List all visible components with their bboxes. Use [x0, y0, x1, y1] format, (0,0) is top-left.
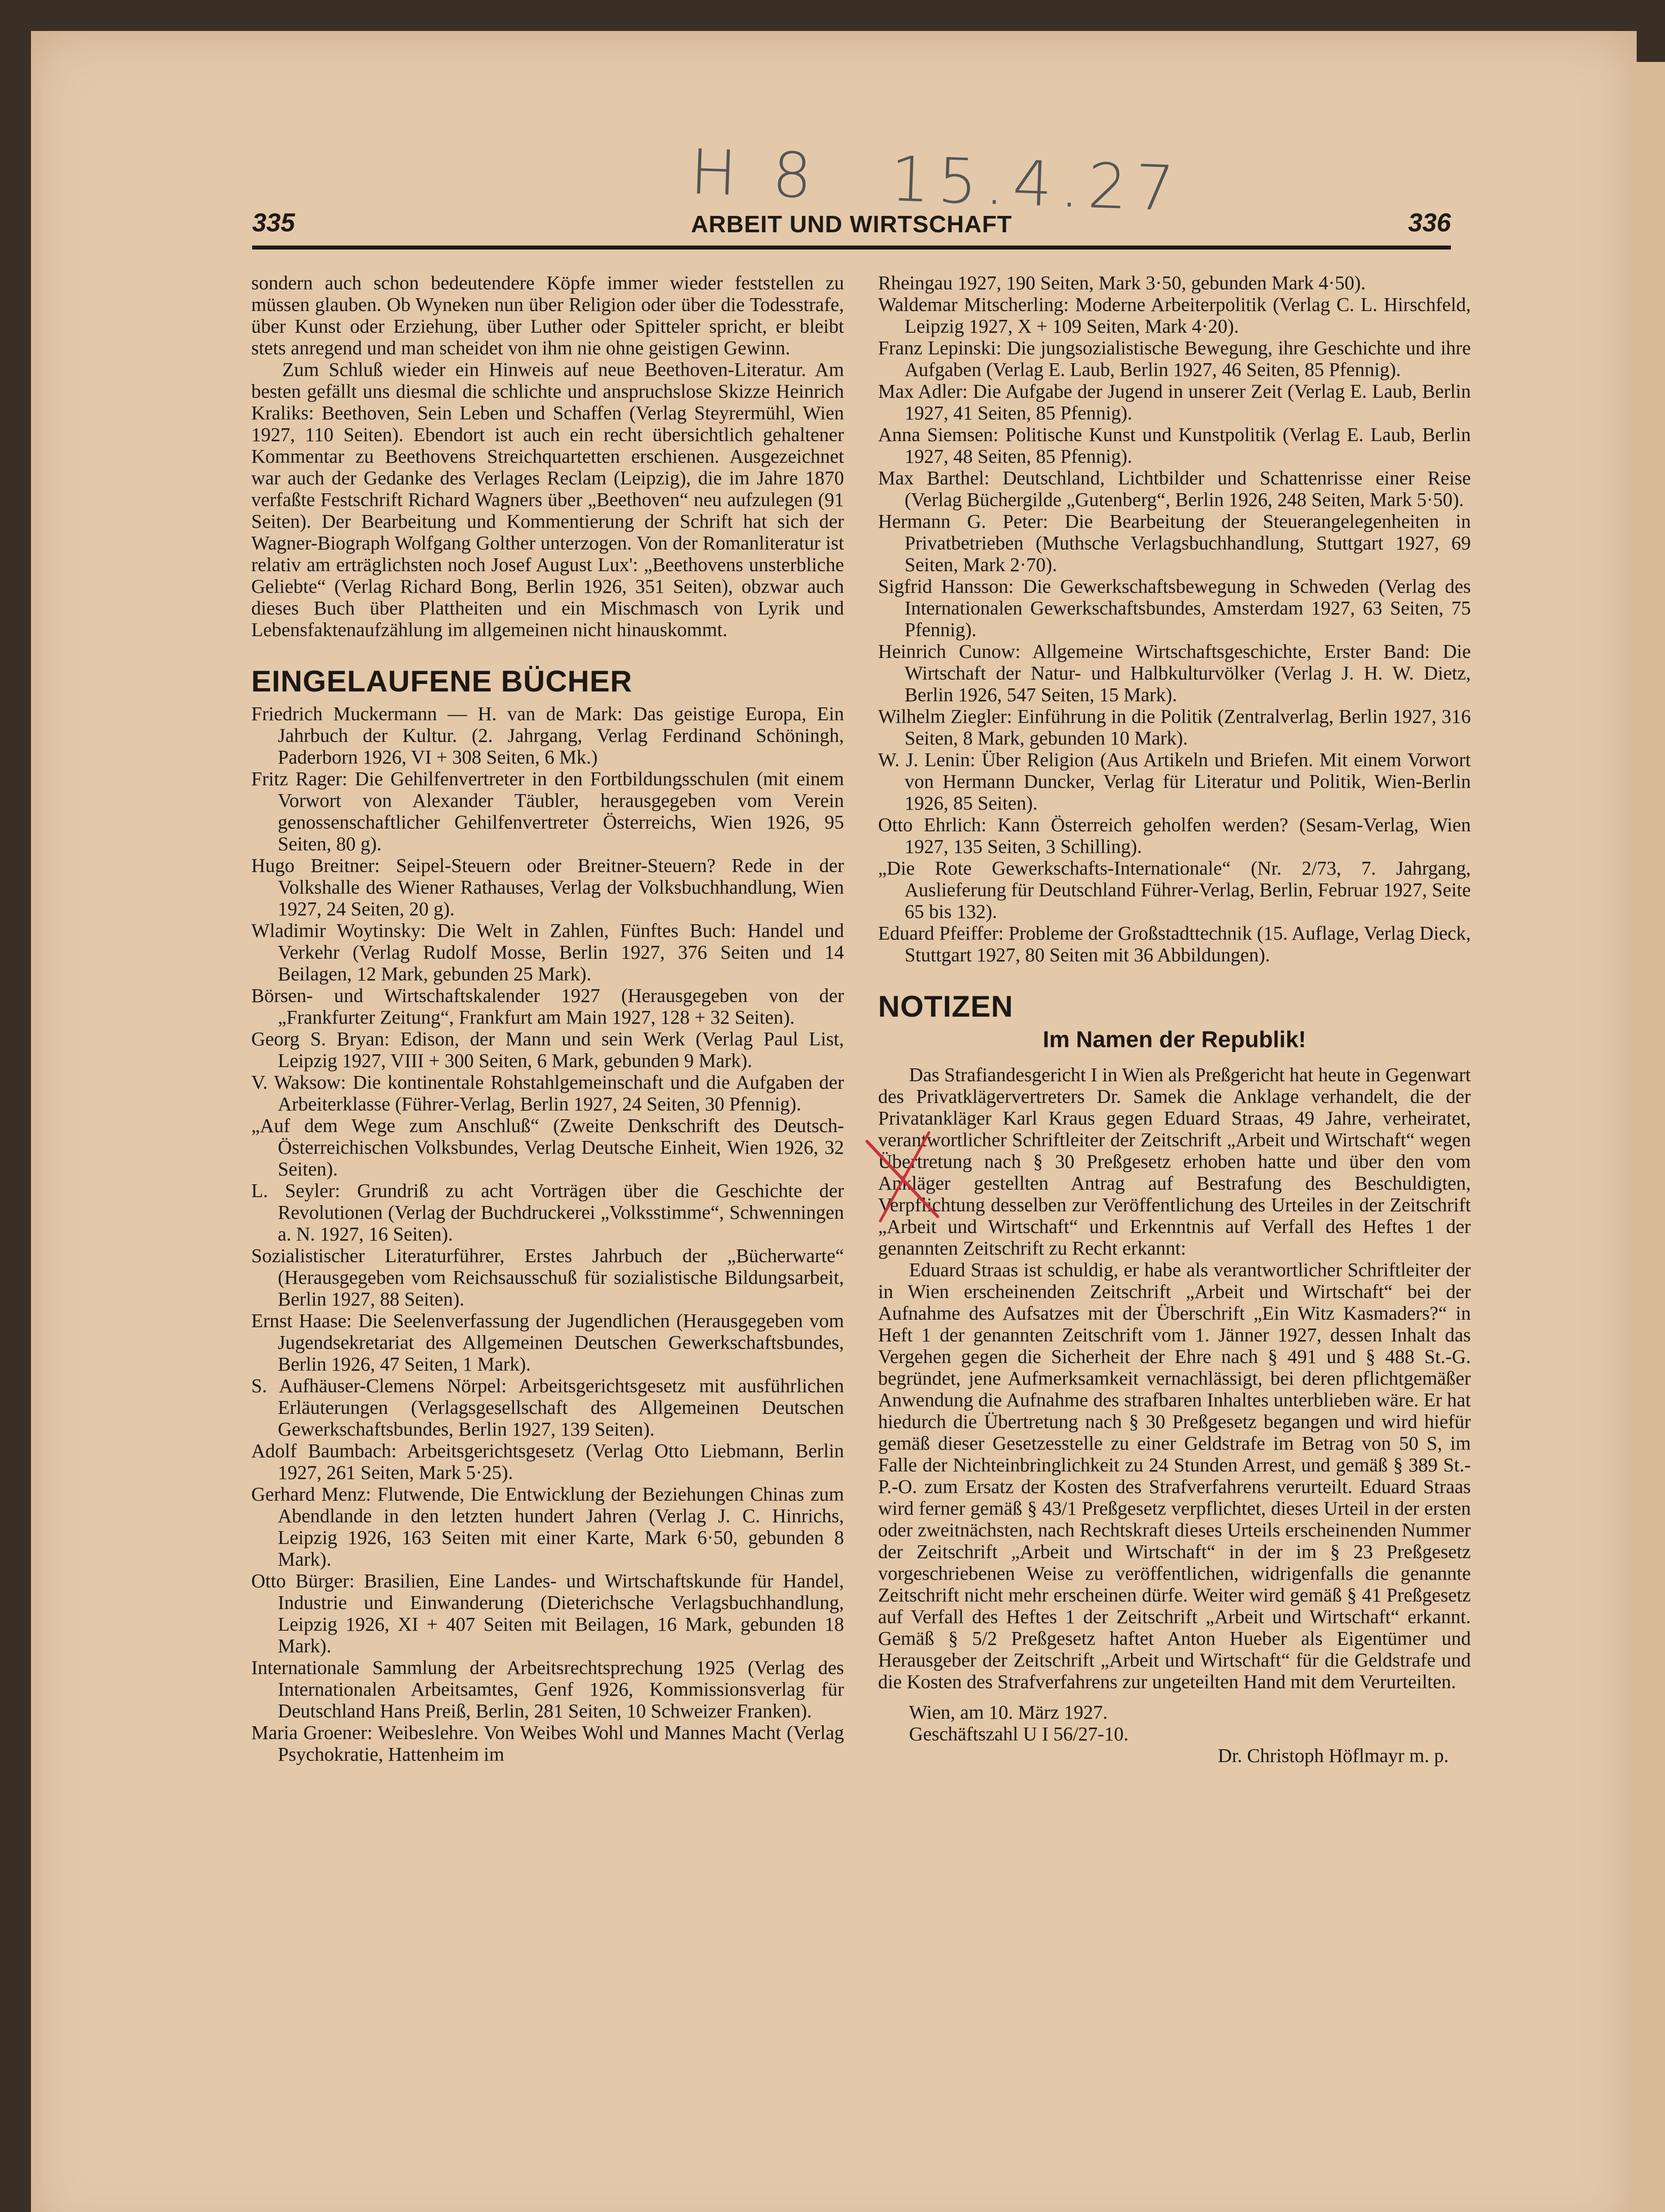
book-entry: Adolf Baumbach: Arbeitsgerichtsgesetz (Verlag Otto Liebmann, Berlin 1927, 261 Seiten, Mark 5·25). [251, 1440, 844, 1483]
red-cross-mark [863, 1128, 942, 1239]
book-entry: W. J. Lenin: Über Religion (Aus Artikeln und Briefen. Mit einem Vorwort von Hermann Duncker, Verlag für Literatur und Politik, Wien-Berlin 1926, 85 Seiten). [878, 749, 1471, 814]
book-entry: Max Barthel: Deutschland, Lichtbilder und Schattenrisse einer Reise (Verlag Büchergilde „Gutenberg“, Berlin 1926, 248 Seiten, Mark 5·50). [878, 467, 1471, 511]
book-entry: Waldemar Mitscherling: Moderne Arbeiterpolitik (Verlag C. L. Hirschfeld, Leipzig 1927, X + 109 Seiten, Mark 4·20). [878, 294, 1471, 337]
page-number-left: 335 [252, 208, 295, 237]
page-edge [1632, 62, 1665, 2212]
book-entry: „Auf dem Wege zum Anschluß“ (Zweite Denkschrift des Deutsch-Österreichischen Volksbundes, Verlag Deutsche Einheit, Wien 1926, 32 Seiten). [251, 1115, 844, 1180]
book-entry: S. Aufhäuser-Clemens Nörpel: Arbeitsgerichtsgesetz mit ausführlichen Erläuterungen (Verlagsgesellschaft des Allgemeinen Deutschen Gewerkschaftsbundes, Berlin 1927, 139 Seiten). [251, 1375, 844, 1440]
handwritten-code: H 8 [689, 136, 821, 213]
book-entry: Georg S. Bryan: Edison, der Mann und sein Werk (Verlag Paul List, Leipzig 1927, VIII + 300 Seiten, 6 Mark, gebunden 9 Mark). [251, 1028, 844, 1071]
verdict-signature: Dr. Christoph Höflmayr m. p. [1218, 1745, 1449, 1767]
book-entry: Börsen- und Wirtschaftskalender 1927 (Herausgegeben von der „Frankfurter Zeitung“, Frankfurt am Main 1927, 128 + 32 Seiten). [251, 985, 844, 1028]
publication-title: ARBEIT UND WIRTSCHAFT [691, 211, 1012, 238]
book-entry: Heinrich Cunow: Allgemeine Wirtschaftsgeschichte, Erster Band: Die Wirtschaft der Natur- und Halbkulturvölker (Verlag J. H. W. Dietz, Berlin 1926, 547 Seiten, 15 Mark). [878, 641, 1471, 706]
section-heading-notes: NOTIZEN [878, 990, 1013, 1023]
verdict-paragraph: Das Strafiandesgericht I in Wien als Preßgericht hat heute in Gegenwart des Privatklägervertreters Dr. Samek die Anklage verhandelt, die der Privatankläger Karl Kraus gegen Eduard Straas, 49 Jahre, verheiratet, verantwortlicher Schriftleiter der Zeitschrift „Arbeit und Wirtschaft“ wegen Übertretung nach § 30 Preßgesetz erhoben hatte und über den vom Ankläger gestellten Antrag auf Bestrafung des Beschuldigten, Verpflichtung desselben zur Veröffentlichung des Urteiles in der Zeitschrift „Arbeit und Wirtschaft“ und Erkenntnis auf Verfall des Heftes 1 der genannten Zeitschrift zu Recht erkannt: [878, 1064, 1471, 1259]
intro-paragraph: Zum Schluß wieder ein Hinweis auf neue Beethoven-Literatur. Am besten gefällt uns diesmal die schlichte und anspruchslose Skizze Heinrich Kraliks: Beethoven, Sein Leben und Schaffen (Verlag Steyrermühl, Wien 1927, 110 Seiten). Ebendort ist auch ein recht übersichtlich gehaltener Kommentar zu Beethovens Streichquartetten erschienen. Ausgezeichnet war auch der Gedanke des Verlages Reclam (Leipzig), die im Jahre 1870 verfaßte Festschrift Richard Wagners über „Beethoven“ neu aufzulegen (91 Seiten). Der Bearbeitung und Kommentierung der Schrift hat sich der Wagner-Biograph Wolfgang Golther unterzogen. Von der Romanliteratur ist relativ am erträglichsten noch Josef August Lux': „Beethovens unsterbliche Geliebte“ (Verlag Richard Bong, Berlin 1926, 351 Seiten), obzwar auch dieses Buch über Plattheiten und ein Mischmasch von Lyrik und Lebensfaktenaufzählung im allgemeinen nicht hinauskommt. [251, 359, 844, 641]
book-entry: Otto Ehrlich: Kann Österreich geholfen werden? (Sesam-Verlag, Wien 1927, 135 Seiten, 3 Schilling). [878, 814, 1471, 857]
book-entry: Sigfrid Hansson: Die Gewerkschaftsbewegung in Schweden (Verlag des Internationalen Gewerkschaftsbundes, Amsterdam 1927, 63 Seiten, 75 Pfennig). [878, 576, 1471, 641]
book-entry: Eduard Pfeiffer: Probleme der Großstadttechnik (15. Auflage, Verlag Dieck, Stuttgart 1927, 80 Seiten mit 36 Abbildungen). [878, 922, 1471, 966]
book-entry: L. Seyler: Grundriß zu acht Vorträgen über die Geschichte der Revolutionen (Verlag der Buchdruckerei „Volksstimme“, Schwenningen a. N. 1927, 16 Seiten). [251, 1180, 844, 1245]
verdict-paragraph: Eduard Straas ist schuldig, er habe als verantwortlicher Schriftleiter der in Wien erscheinenden Zeitschrift „Arbeit und Wirtschaft“ bei der Aufnahme des Aufsatzes mit der Überschrift „Ein Witz Kasmaders?“ in Heft 1 der genannten Zeitschrift vom 1. Jänner 1927, dessen Inhalt das Vergehen gegen die Sicherheit der Ehre nach § 491 und § 488 St.-G. begründet, jene Aufmerksamkeit vernachlässigt, bei deren pflichtgemäßer Anwendung die Aufnahme des strafbaren Inhaltes unterblieben wäre. Er hat hiedurch die Übertretung nach § 30 Preßgesetz begangen und wird hiefür gemäß dieser Gesetzesstelle zu einer Geldstrafe im Betrag von 50 S, im Falle der Nichteinbringlichkeit zu 24 Stunden Arrest, und gemäß § 389 St.-P.-O. zum Ersatz der Kosten des Strafverfahrens verurteilt. Eduard Straas wird ferner gemäß § 43/1 Preßgesetz verpflichtet, dieses Urteil in der ersten oder zweitnächsten, nach Rechtskraft dieses Urteils erscheinenden Nummer der Zeitschrift „Arbeit und Wirtschaft“ in der im § 23 Preßgesetz vorgeschriebenen Weise zu veröffentlichen, widrigenfalls die genannte Zeitschrift nicht mehr erscheinen dürfe. Weiter wird gemäß § 41 Preßgesetz auf Verfall des Heftes 1 der Zeitschrift „Arbeit und Wirtschaft“ erkannt. Gemäß § 5/2 Preßgesetz haftet Anton Hueber als Eigentümer und Herausgeber der Zeitschrift „Arbeit und Wirtschaft“ für die Geldstrafe und die Kosten des Strafverfahrens zur ungeteilten Hand mit dem Verurteilten. [878, 1259, 1471, 1693]
book-entry: Maria Groener: Weibeslehre. Von Weibes Wohl und Mannes Macht (Verlag Psychokratie, Hattenheim im [251, 1722, 844, 1765]
intro-paragraph: sondern auch schon bedeutendere Köpfe immer wieder feststellen zu müssen glauben. Ob Wyneken nun über Religion oder über die Todesstrafe, über Kunst oder Erziehung, über Luther oder Spitteler spricht, er bleibt stets anregend und man scheidet von ihm nie ohne geistigen Gewinn. [251, 272, 844, 359]
book-entry: Hugo Breitner: Seipel-Steuern oder Breitner-Steuern? Rede in der Volkshalle des Wiener Rathauses, Verlag der Volksbuchhandlung, Wien 1927, 24 Seiten, 20 g). [251, 855, 844, 920]
book-entry: Gerhard Menz: Flutwende, Die Entwicklung der Beziehungen Chinas zum Abendlande in den letzten hundert Jahren (Verlag J. C. Hinrichs, Leipzig 1926, 163 Seiten mit einer Karte, Mark 6·50, gebunden 8 Mark). [251, 1483, 844, 1570]
verdict-place-date: Wien, am 10. März 1927. [909, 1701, 1108, 1723]
right-column [878, 272, 1471, 1767]
book-entry: Sozialistischer Literaturführer, Erstes Jahrbuch der „Bücherwarte“ (Herausgegeben vom Reichsausschuß für sozialistische Bildungsarbeit, Berlin 1927, 88 Seiten). [251, 1245, 844, 1310]
book-entry: Wilhelm Ziegler: Einführung in die Politik (Zentralverlag, Berlin 1927, 316 Seiten, 8 Mark, gebunden 10 Mark). [878, 706, 1471, 749]
verdict-case-number: Geschäftszahl U I 56/27-10. [909, 1723, 1129, 1745]
book-entry: „Die Rote Gewerkschafts-Internationale“ (Nr. 2/73, 7. Jahrgang, Auslieferung für Deutschland Führer-Verlag, Berlin, Februar 1927, Seite 65 bis 132). [878, 857, 1471, 922]
book-entry: Fritz Rager: Die Gehilfenvertreter in den Fortbildungsschulen (mit einem Vorwort von Alexander Täubler, herausgegeben vom Verein genossenschaftlicher Gehilfenvertreter Österreichs, Wien 1926, 95 Seiten, 80 g). [251, 768, 844, 855]
left-column [251, 272, 844, 1765]
verdict-heading: Im Namen der Republik! [1043, 1027, 1306, 1052]
book-entry: Ernst Haase: Die Seelenverfassung der Jugendlichen (Herausgegeben vom Jugendsekretariat des Allgemeinen Deutschen Gewerkschaftsbundes, Berlin 1926, 47 Seiten, 1 Mark). [251, 1310, 844, 1375]
book-entry: V. Waksow: Die kontinentale Rohstahlgemeinschaft und die Aufgaben der Arbeiterklasse (Führer-Verlag, Berlin 1927, 24 Seiten, 30 Pfennig). [251, 1071, 844, 1115]
book-entry: Anna Siemsen: Politische Kunst und Kunstpolitik (Verlag E. Laub, Berlin 1927, 48 Seiten, 85 Pfennig). [878, 424, 1471, 467]
book-entry: Internationale Sammlung der Arbeitsrechtsprechung 1925 (Verlag des Internationalen Arbeitsamtes, Genf 1926, Kommissionsverlag für Deutschland Hans Preiß, Berlin, 281 Seiten, 10 Schweizer Franken). [251, 1657, 844, 1722]
section-heading-books: EINGELAUFENE BÜCHER [251, 664, 633, 698]
handwritten-date: 15.4.27 [889, 143, 1184, 226]
book-entry: Otto Bürger: Brasilien, Eine Landes- und Wirtschaftskunde für Handel, Industrie und Einwanderung (Dieterichsche Verlagsbuchhandlung, Leipzig 1926, XI + 407 Seiten mit Beilagen, 16 Mark, gebunden 18 Mark). [251, 1570, 844, 1657]
page-header [252, 208, 1451, 243]
header-rule [252, 246, 1451, 250]
book-entry: Wladimir Woytinsky: Die Welt in Zahlen, Fünftes Buch: Handel und Verkehr (Verlag Rudolf Mosse, Berlin 1927, 376 Seiten und 14 Beilagen, 12 Mark, gebunden 25 Mark). [251, 920, 844, 985]
page-number-right: 336 [1408, 208, 1451, 237]
book-entry: Friedrich Muckermann — H. van de Mark: Das geistige Europa, Ein Jahrbuch der Kultur. (2. Jahrgang, Verlag Ferdinand Schöningh, Paderborn 1926, VI + 308 Seiten, 6 Mk.) [251, 703, 844, 768]
book-entry: Franz Lepinski: Die jungsozialistische Bewegung, ihre Geschichte und ihre Aufgaben (Verlag E. Laub, Berlin 1927, 46 Seiten, 85 Pfennig). [878, 337, 1471, 380]
book-entry: Rheingau 1927, 190 Seiten, Mark 3·50, gebunden Mark 4·50). [878, 272, 1366, 294]
book-entry: Hermann G. Peter: Die Bearbeitung der Steuerangelegenheiten in Privatbetrieben (Muthsche Verlagsbuchhandlung, Stuttgart 1927, 69 Seiten, Mark 2·70). [878, 511, 1471, 576]
book-entry: Max Adler: Die Aufgabe der Jugend in unserer Zeit (Verlag E. Laub, Berlin 1927, 41 Seiten, 85 Pfennig). [878, 380, 1471, 424]
